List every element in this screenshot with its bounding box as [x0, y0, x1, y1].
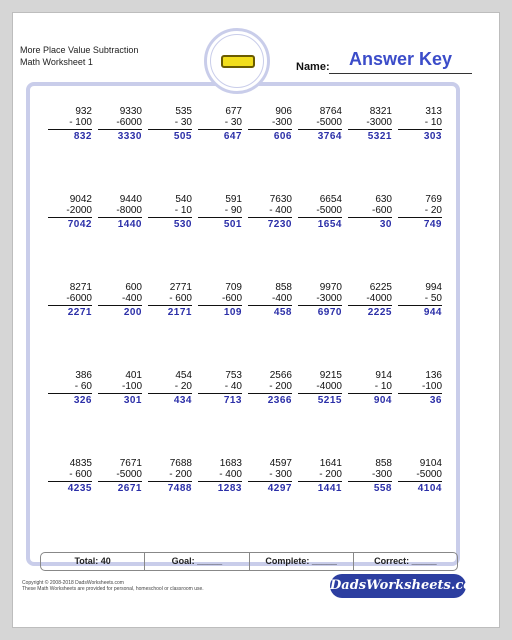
answer: 1441: [317, 483, 342, 494]
subtraction-problem: [248, 282, 292, 318]
minuend: 2771: [169, 282, 192, 293]
subtraction-problem: [298, 282, 342, 318]
subtrahend: - 200: [298, 469, 342, 482]
subtrahend: - 30: [148, 117, 192, 130]
subtraction-problem: [198, 370, 242, 406]
minuend: 932: [75, 106, 92, 117]
subtraction-problem: [148, 282, 192, 318]
subtrahend: -300: [348, 469, 392, 482]
subtraction-problem: [198, 194, 242, 230]
name-label: Name:: [296, 61, 330, 73]
subtrahend: - 200: [148, 469, 192, 482]
problem-row: [34, 458, 452, 546]
answer: 7488: [167, 483, 192, 494]
minuend: 9215: [319, 370, 342, 381]
answer: 501: [223, 219, 242, 230]
minuend: 677: [225, 106, 242, 117]
answer: 1654: [317, 219, 342, 230]
subtraction-problem: [198, 282, 242, 318]
answer: 1283: [217, 483, 242, 494]
minuend: 709: [225, 282, 242, 293]
answer: 303: [423, 131, 442, 142]
answer: 7230: [267, 219, 292, 230]
subtraction-problem: [148, 370, 192, 406]
subtrahend: -2000: [48, 205, 92, 218]
problem-row: [34, 106, 452, 194]
subtraction-problem: [148, 106, 192, 142]
minuend: 7688: [169, 458, 192, 469]
problem-grid: [34, 106, 452, 546]
subtraction-problem: [348, 194, 392, 230]
emblem-ring: [210, 34, 264, 88]
goal-field: Goal: _____: [145, 553, 249, 570]
answer: 2366: [267, 395, 292, 406]
subtraction-problem: [48, 194, 92, 230]
answer: 5321: [367, 131, 392, 142]
minuend: 1641: [319, 458, 342, 469]
subtrahend: -400: [248, 293, 292, 306]
minuend: 9970: [319, 282, 342, 293]
subtraction-problem: [248, 458, 292, 494]
subtraction-problem: [48, 106, 92, 142]
subtraction-problem: [148, 458, 192, 494]
subtrahend: - 400: [198, 469, 242, 482]
answer: 944: [423, 307, 442, 318]
subtrahend: -100: [398, 381, 442, 394]
subtrahend: - 40: [198, 381, 242, 394]
subtrahend: - 600: [148, 293, 192, 306]
minuend: 6225: [369, 282, 392, 293]
subtraction-problem: [98, 194, 142, 230]
subtrahend: -4000: [298, 381, 342, 394]
subtraction-problem: [148, 194, 192, 230]
minuend: 994: [425, 282, 442, 293]
subtrahend: -5000: [98, 469, 142, 482]
answer: 3764: [317, 131, 342, 142]
subtrahend: -600: [198, 293, 242, 306]
subtrahend: -5000: [398, 469, 442, 482]
pencil-emblem: [204, 28, 270, 94]
answer-key-heading: Answer Key: [348, 49, 453, 69]
copyright-line-1: Copyright © 2008-2018 DadsWorksheets.com: [22, 580, 124, 586]
minuend: 2566: [269, 370, 292, 381]
subtrahend: -5000: [298, 205, 342, 218]
subtraction-problem: [398, 194, 442, 230]
subtrahend: -100: [98, 381, 142, 394]
answer: 713: [223, 395, 242, 406]
answer: 7042: [67, 219, 92, 230]
total-count: Total: 40: [41, 553, 145, 570]
subtraction-problem: [48, 370, 92, 406]
pencil-icon: [221, 55, 255, 68]
minuend: 858: [375, 458, 392, 469]
subtraction-problem: [298, 106, 342, 142]
subtraction-problem: [248, 370, 292, 406]
answer: 2271: [67, 307, 92, 318]
subtraction-problem: [298, 458, 342, 494]
answer: 1440: [117, 219, 142, 230]
answer: 326: [73, 395, 92, 406]
answer: 606: [273, 131, 292, 142]
subtrahend: - 20: [148, 381, 192, 394]
minuend: 401: [125, 370, 142, 381]
subtrahend: - 50: [398, 293, 442, 306]
subtraction-problem: [348, 106, 392, 142]
answer: 109: [223, 307, 242, 318]
minuend: 540: [175, 194, 192, 205]
subtraction-problem: [48, 282, 92, 318]
minuend: 8764: [319, 106, 342, 117]
subtraction-problem: [248, 194, 292, 230]
name-field: [329, 46, 472, 74]
problem-row: [34, 370, 452, 458]
subtraction-problem: [98, 370, 142, 406]
subtrahend: - 10: [398, 117, 442, 130]
subtrahend: - 100: [48, 117, 92, 130]
subtraction-problem: [298, 194, 342, 230]
answer: 36: [429, 395, 442, 406]
answer: 5215: [317, 395, 342, 406]
subtrahend: -400: [98, 293, 142, 306]
subtrahend: - 90: [198, 205, 242, 218]
subtrahend: -300: [248, 117, 292, 130]
subtrahend: - 30: [198, 117, 242, 130]
subtraction-problem: [398, 282, 442, 318]
subtraction-problem: [398, 106, 442, 142]
subtraction-problem: [198, 106, 242, 142]
minuend: 313: [425, 106, 442, 117]
minuend: 8321: [369, 106, 392, 117]
subtraction-problem: [398, 458, 442, 494]
minuend: 591: [225, 194, 242, 205]
minuend: 7671: [119, 458, 142, 469]
answer: 2225: [367, 307, 392, 318]
minuend: 454: [175, 370, 192, 381]
answer: 4297: [267, 483, 292, 494]
answer: 200: [123, 307, 142, 318]
dadsworksheets-logo: DadsWorksheets.com: [330, 574, 466, 598]
problem-row: [34, 194, 452, 282]
minuend: 386: [75, 370, 92, 381]
subtrahend: -3000: [298, 293, 342, 306]
minuend: 8271: [69, 282, 92, 293]
answer: 558: [373, 483, 392, 494]
subtrahend: -6000: [98, 117, 142, 130]
answer: 505: [173, 131, 192, 142]
answer: 6970: [317, 307, 342, 318]
minuend: 914: [375, 370, 392, 381]
subtraction-problem: [348, 458, 392, 494]
subtrahend: - 600: [48, 469, 92, 482]
answer: 2671: [117, 483, 142, 494]
minuend: 9104: [419, 458, 442, 469]
minuend: 136: [425, 370, 442, 381]
minuend: 1683: [219, 458, 242, 469]
subtrahend: -600: [348, 205, 392, 218]
subtraction-problem: [98, 458, 142, 494]
minuend: 858: [275, 282, 292, 293]
worksheet-title: [20, 44, 138, 68]
answer: 4235: [67, 483, 92, 494]
answer: 301: [123, 395, 142, 406]
subtraction-problem: [348, 370, 392, 406]
subtraction-problem: [98, 106, 142, 142]
title-line-1: More Place Value Subtraction: [20, 45, 139, 55]
subtraction-problem: [348, 282, 392, 318]
answer: 749: [423, 219, 442, 230]
score-summary: [40, 552, 458, 571]
minuend: 906: [275, 106, 292, 117]
subtrahend: - 300: [248, 469, 292, 482]
answer: 458: [273, 307, 292, 318]
subtrahend: - 10: [348, 381, 392, 394]
minuend: 769: [425, 194, 442, 205]
minuend: 600: [125, 282, 142, 293]
answer: 832: [73, 131, 92, 142]
minuend: 9330: [119, 106, 142, 117]
copyright-notice: [22, 580, 204, 592]
answer: 647: [223, 131, 242, 142]
minuend: 9440: [119, 194, 142, 205]
copyright-line-2: These Math Worksheets are provided for personal, homeschool or classroom use.: [22, 586, 204, 592]
subtrahend: -6000: [48, 293, 92, 306]
complete-field: Complete: _____: [250, 553, 354, 570]
minuend: 4597: [269, 458, 292, 469]
answer: 530: [173, 219, 192, 230]
answer: 4104: [417, 483, 442, 494]
subtrahend: - 200: [248, 381, 292, 394]
subtrahend: - 20: [398, 205, 442, 218]
problem-row: [34, 282, 452, 370]
answer: 904: [373, 395, 392, 406]
answer: 434: [173, 395, 192, 406]
minuend: 4835: [69, 458, 92, 469]
minuend: 630: [375, 194, 392, 205]
answer: 30: [379, 219, 392, 230]
subtrahend: -4000: [348, 293, 392, 306]
minuend: 7630: [269, 194, 292, 205]
subtrahend: - 400: [248, 205, 292, 218]
subtrahend: - 10: [148, 205, 192, 218]
subtrahend: -8000: [98, 205, 142, 218]
subtrahend: - 60: [48, 381, 92, 394]
subtrahend: -5000: [298, 117, 342, 130]
minuend: 753: [225, 370, 242, 381]
subtraction-problem: [248, 106, 292, 142]
subtraction-problem: [298, 370, 342, 406]
minuend: 6654: [319, 194, 342, 205]
subtraction-problem: [98, 282, 142, 318]
subtraction-problem: [398, 370, 442, 406]
answer: 2171: [167, 307, 192, 318]
correct-field: Correct: _____: [374, 556, 437, 566]
minuend: 535: [175, 106, 192, 117]
subtraction-problem: [48, 458, 92, 494]
subtraction-problem: [198, 458, 242, 494]
title-line-2: Math Worksheet 1: [20, 57, 93, 67]
answer: 3330: [117, 131, 142, 142]
subtrahend: -3000: [348, 117, 392, 130]
minuend: 9042: [69, 194, 92, 205]
